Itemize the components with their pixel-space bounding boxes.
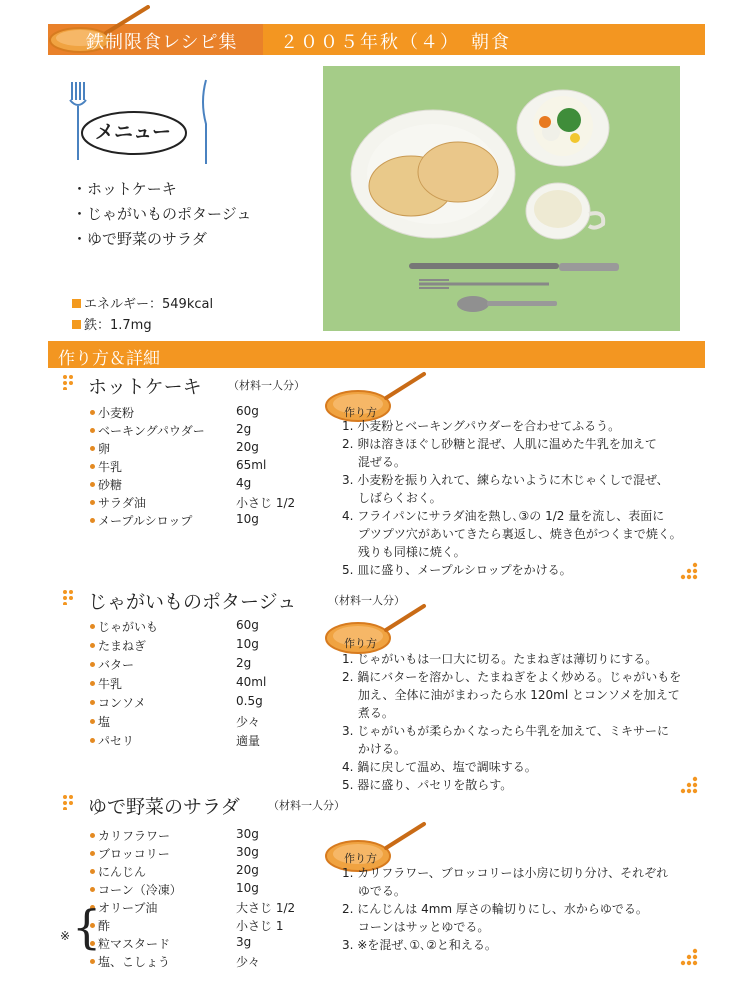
ingredient-name: 塩、こしょう <box>90 953 170 970</box>
bullet-dot-icon <box>90 662 95 667</box>
bullet-dot-icon <box>90 719 95 724</box>
step-line: 5. 皿に盛り、メープルシロップをかける。 <box>342 563 572 577</box>
menu-item: ・ホットケーキ <box>72 180 177 198</box>
bullet-dot-icon <box>90 482 95 487</box>
bullet-dot-icon <box>90 869 95 874</box>
step-line: 4. フライパンにサラダ油を熱し､③の 1/2 量を流し、表面に <box>342 509 665 523</box>
menu-item: ・ゆで野菜のサラダ <box>72 230 207 248</box>
dots-icon <box>62 589 78 605</box>
step-line: 1. カリフラワー、ブロッコリーは小房に切り分け、それぞれ <box>342 866 669 880</box>
step-line: ゆでる。 <box>342 884 406 898</box>
bullet-dot-icon <box>90 738 95 743</box>
step-list <box>342 417 682 579</box>
step-line: 残りも同様に焼く。 <box>342 545 466 559</box>
ingredient-amount: 2g <box>236 656 252 670</box>
ingredient-name: コーン（冷凍） <box>90 881 182 898</box>
recipe-title: じゃがいものポタージュ <box>88 591 297 613</box>
bullet-dot-icon <box>90 851 95 856</box>
ingredient-name: パセリ <box>90 732 134 749</box>
ingredient-name: メープルシロップ <box>90 512 192 529</box>
ingredient-name: サラダ油 <box>90 494 146 511</box>
dots-corner-icon <box>678 776 700 798</box>
bullet-square-icon <box>72 299 81 308</box>
step-line: 2. 卵は溶きほぐし砂糖と混ぜ、人肌に温めた牛乳を加えて <box>342 437 657 451</box>
ingredient-amount: 10g <box>236 512 259 526</box>
energy-value: エネルギー：549kcal <box>84 297 214 312</box>
step-line: かける。 <box>342 742 406 756</box>
step-list <box>342 650 681 794</box>
ingredient-name: 小麦粉 <box>90 404 134 421</box>
step-line: 2. にんじんは 4mm 厚さの輪切りにし、水からゆでる。 <box>342 902 648 916</box>
recipe-title: ホットケーキ <box>88 376 202 398</box>
ingredient-amount: 3g <box>236 935 252 949</box>
ingredient-name: ブロッコリー <box>90 845 170 862</box>
ingredient-name: にんじん <box>90 863 146 880</box>
iron-value: 鉄：1.7mg <box>84 318 152 333</box>
step-line: プツプツ穴があいてきたら裏返し、焼き色がつくまで焼く。 <box>342 527 682 541</box>
step-line: 3. じゃがいもが柔らかくなったら牛乳を加えて、ミキサーに <box>342 724 670 738</box>
dots-corner-icon <box>678 948 700 970</box>
ingredient-name: バター <box>90 656 134 673</box>
bullet-dot-icon <box>90 624 95 629</box>
ingredient-amount: 小さじ 1 <box>236 919 284 933</box>
step-line: 加え、全体に油がまわったら水 120ml とコンソメを加えて <box>342 688 680 702</box>
menu-title: メニュー <box>95 121 172 143</box>
energy-info <box>72 293 213 312</box>
bullet-dot-icon <box>90 700 95 705</box>
ingredient-amount: 少々 <box>236 955 261 969</box>
header-title: 鉄制限食レシピ集 <box>86 32 238 53</box>
ingredient-amount: 0.5g <box>236 694 263 708</box>
step-line: 混ぜる。 <box>342 455 406 469</box>
ingredient-amount: 4g <box>236 476 252 490</box>
dots-icon <box>62 374 78 390</box>
step-line: 5. 器に盛り、パセリを散らす。 <box>342 778 513 792</box>
how-to-label: 作り方 <box>344 406 377 419</box>
bullet-dot-icon <box>90 887 95 892</box>
ingredient-amount: 大さじ 1/2 <box>236 901 296 915</box>
menu-item: ・じゃがいものポタージュ <box>72 205 252 223</box>
how-to-label: 作り方 <box>344 637 377 650</box>
bullet-dot-icon <box>90 410 95 415</box>
ingredient-amount: 60g <box>236 618 259 632</box>
ingredient-name: コンソメ <box>90 694 146 711</box>
header-date: ２００５年秋（４） 朝食 <box>280 32 511 53</box>
dots-icon <box>62 794 78 810</box>
ingredient-name: 卵 <box>90 440 110 457</box>
iron-info <box>72 314 152 333</box>
ingredient-amount: 少々 <box>236 715 261 729</box>
ingredient-name: 粒マスタード <box>90 935 170 952</box>
brace-symbol: { <box>72 900 102 954</box>
bullet-dot-icon <box>90 643 95 648</box>
meal-photo-illustration <box>323 66 680 331</box>
bullet-square-icon <box>72 320 81 329</box>
ingredient-amount: 適量 <box>236 734 261 748</box>
note-mark: ※ <box>60 929 71 943</box>
step-list <box>342 864 668 954</box>
step-line: 2. 鍋にバターを溶かし、たまねぎをよく炒める。じゃがいもを <box>342 670 682 684</box>
ingredient-name: じゃがいも <box>90 618 158 635</box>
ingredient-amount: 小さじ 1/2 <box>236 496 296 510</box>
bullet-dot-icon <box>90 681 95 686</box>
ingredient-amount: 30g <box>236 827 259 841</box>
ingredient-amount: 65ml <box>236 458 267 472</box>
step-line: 4. 鍋に戻して温め、塩で調味する。 <box>342 760 537 774</box>
ingredient-name: カリフラワー <box>90 827 170 844</box>
bullet-dot-icon <box>90 464 95 469</box>
bullet-dot-icon <box>90 500 95 505</box>
recipe-serving: （材料一人分） <box>228 379 305 392</box>
step-line: 煮る。 <box>342 706 394 720</box>
recipe-serving: （材料一人分） <box>328 594 405 607</box>
ingredient-amount: 40ml <box>236 675 267 689</box>
ingredient-name: 牛乳 <box>90 458 122 475</box>
step-line: しばらくおく。 <box>342 491 442 505</box>
dots-corner-icon <box>678 562 700 584</box>
ingredient-name: 塩 <box>90 713 110 730</box>
step-line: 1. じゃがいもは一口大に切る。たまねぎは薄切りにする。 <box>342 652 658 666</box>
recipe-title: ゆで野菜のサラダ <box>88 796 240 818</box>
ingredient-name: たまねぎ <box>90 637 146 654</box>
meal-photo <box>323 66 680 331</box>
step-line: 1. 小麦粉とベーキングパウダーを合わせてふるう。 <box>342 419 621 433</box>
ingredient-amount: 10g <box>236 881 259 895</box>
bullet-dot-icon <box>90 518 95 523</box>
step-line: 3. ※を混ぜ､①､②と和える。 <box>342 938 497 952</box>
ingredient-amount: 30g <box>236 845 259 859</box>
ingredient-name: ベーキングパウダー <box>90 422 205 439</box>
ingredient-name: オリーブ油 <box>90 899 157 916</box>
step-line: 3. 小麦粉を振り入れて、練らないように木じゃくしで混ぜ、 <box>342 473 669 487</box>
ingredient-name: 砂糖 <box>90 476 122 493</box>
ingredient-name: 酢 <box>90 917 110 934</box>
bullet-dot-icon <box>90 428 95 433</box>
ingredient-amount: 20g <box>236 440 259 454</box>
ingredient-amount: 60g <box>236 404 259 418</box>
how-to-label: 作り方 <box>344 852 377 865</box>
ingredient-amount: 2g <box>236 422 252 436</box>
bullet-dot-icon <box>90 833 95 838</box>
ingredient-name: 牛乳 <box>90 675 122 692</box>
ingredient-amount: 20g <box>236 863 259 877</box>
bullet-dot-icon <box>90 446 95 451</box>
step-line: コーンはサッとゆでる。 <box>342 920 490 934</box>
ingredient-amount: 10g <box>236 637 259 651</box>
bullet-dot-icon <box>90 959 95 964</box>
section-title: 作り方＆詳細 <box>58 349 160 369</box>
recipe-serving: （材料一人分） <box>268 799 345 812</box>
